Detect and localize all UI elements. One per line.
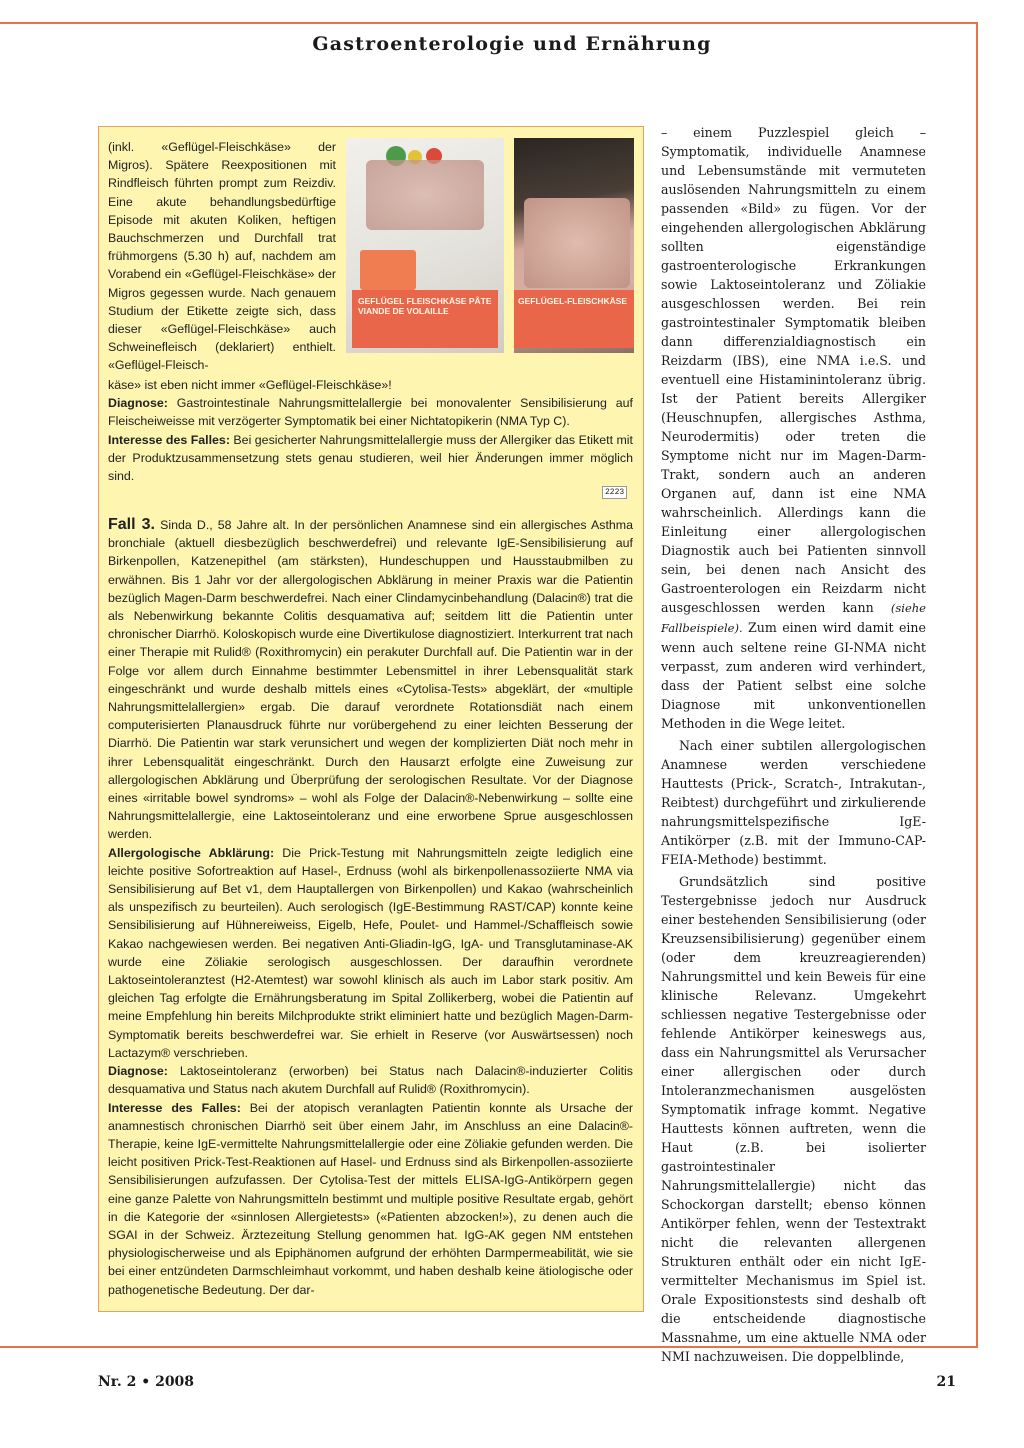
journal-section-title: Gastroenterologie und Ernährung <box>312 33 712 55</box>
case3 <box>108 516 633 1299</box>
case2-closing-line: käse» ist eben nicht immer «Geflügel-Fleischkäse»! <box>108 378 392 392</box>
case2-interesse-text: Bei gesicherter Nahrungsmittelallergie muss der Allergiker das Etikett mit der Produktzusammensetzung stets genau studieren, weil hier Änderungen immer möglich sind. <box>108 432 633 484</box>
case3-interesse-label: Interesse des Falles: <box>108 1100 241 1115</box>
article-p1-text: – einem Puzzlespiel gleich – Symptomatik, individuelle Anamnese und Lebensumstände mit vermuteten auslösenden Nahrungsmitteln zu einem passenden «Bild» zu fügen. Vor der eingehenden allergologischen Abklärung sollten eigenständige gastroenterologische Erkrankungen sowie Laktoseintoleranz und Zöliakie ausgeschlossen werden. Bei rein gastrointestinaler Symptomatik bleiben dann differenzialdiagnostisch ein Reizdarm (IBS), eine NMA i.e.S. und eventuell eine Histaminintoleranz übrig. Ist der Patient bereits Allergiker (Heuschnupfen, allergisches Asthma, Neurodermitis) oder treten die Symptome nicht nur im Magen-Darm-Trakt, sondern auch an anderen Organen auf, dann ist eine NMA wahrscheinlich. Allerdings kann die Einleitung einer allergologischen Diagnostik auch bei Patienten sinnvoll sein, bei denen nach Ansicht des Gastroenterologen ein Reizdarm nicht ausgeschlossen werden kann <box>661 125 926 615</box>
price-sticker <box>360 250 416 290</box>
product-photo-1 <box>346 138 504 353</box>
product-label <box>514 290 634 497</box>
case3-diagnose-label: Diagnose: <box>108 1064 168 1079</box>
case3-interesse-text: Bei der atopisch veranlagten Patientin konnte als Ursache der anamnestisch chronischen Diarrhö seit über einem Jahr, im Anschluss an eine Dalacin®-Therapie, keine IgE-vermittelte Nahrungsmittelallergie oder eine Zöliakie gefunden werden. Die leicht positiven Prick-Test-Reaktionen auf Hasel- und Erdnuss sind als Birkenpollen-assoziierte Sensibilisierungen aufzufassen. Der Cytolisa-Test der mittels ELISA-IgG-Antikörpern gegen eine ganze Palette von Nahrungsmitteln bestimmt und multiple positive Resultate ergab, gehört in die Kategorie der «sinnlosen Allergietests» («Patienten abzocken!»), zu denen auch die SGAI in der Schweiz. Ärztezeitung Stellung genommen hat. IgG-AK gegen NM entstehen physiologischerweise und als Epiphänomen aufgrund der erhöhten Darmpermeabilität, wie sie bei einer entzündeten Darmschleimhaut vorkommt, und haben deshalb keine ätiologische oder pathogenetische Bedeutung. Der dar- <box>108 1100 633 1297</box>
case3-abklaerung-text: Die Prick-Testung mit Nahrungsmitteln zeigte lediglich eine leichte positive Sofortreaktion auf Hasel-, Erdnuss (wohl als birkenpollenassoziierte NMA via Sensibilisierung auf Bet v1, dem Hauptallergen von Birkenpollen) und Kakao (wahrscheinlich als unspezifisch zu beurteilen). Auch serologisch (IgE-Bestimmung RAST/CAP) konnte keine Sensibilisierung auf Hühnereiweiss, Eigelb, Hefe, Poulet- und Hammel-/Schaffleisch sowie Kakao nachgewiesen werden. Bei negativen Anti-Gliadin-IgG, IgA- und Transglutaminase-AK wurde eine Zöliakie serologisch ausgeschlossen. Der daraufhin verordnete Laktoseintoleranztest (H2-Atemtest) war sowohl klinisch als auch im Labor stark positiv. Am gleichen Tag erfolgte die Ernährungsberatung im Spital Zollikerberg, wobei die Patientin auf meine Empfehlung hin bereits Milchprodukte strikt eliminiert hatte und bezüglich Magen-Darm-Symptomatik bereits beschwerdefrei war. Sie erhielt in Reserve (vor Auswärtsessen) noch Lactazym® verschrieben. <box>108 845 633 1060</box>
case2-interesse-label: Interesse des Falles: <box>108 432 230 447</box>
case3-abklaerung-label: Allergologische Abklärung: <box>108 845 275 860</box>
product-label-text: GEFLÜGEL FLEISCHKÄSE PÂTE VIANDE DE VOLAILLE <box>358 296 492 316</box>
meat-slice <box>366 160 484 230</box>
case2-diagnose-text: Gastrointestinale Nahrungsmittelallergie bei monovalenter Sensibilisierung auf Fleischeiweisse mit verzögerter Symptomatik bei einer Nichtatopikerin (NMA Typ C). <box>108 396 633 429</box>
case3-heading: Fall 3. <box>108 516 155 533</box>
case2-diagnose-label: Diagnose: <box>108 396 168 411</box>
case3-diagnose-text: Laktoseintoleranz (erworben) bei Status nach Dalacin®-induzierter Colitis desquamativa und Status nach akutem Durchfall auf Rulid® (Roxithromycin). <box>108 1064 633 1097</box>
price-tag: 2223 <box>602 486 627 499</box>
issue-number: Nr. 2 • 2008 <box>98 1374 195 1390</box>
article-paragraph-2: Nach einer subtilen allergologischen Anamnese werden verschiedene Hauttests (Prick-, Scratch-, Intrakutan-, Reibtest) durchgeführt und zirkulierende nahrungsmittelspezifische IgE-Antikörper (z.B. mit der Immuno-CAP-FEIA-Methode) bestimmt. <box>661 738 926 867</box>
product-label-text: GEFLÜGEL-FLEISCHKÄSE <box>518 296 628 306</box>
top-rule <box>0 22 978 24</box>
article-paragraph-1 <box>661 123 926 733</box>
meat-slice <box>524 198 630 288</box>
main-article-column <box>661 123 926 1366</box>
case2-continued <box>108 376 633 485</box>
article-p1-continuation: Zum einen wird damit eine wenn auch seltene reine GI-NMA nicht verpasst, zum anderen wird verhindert, dass der Patient selbst eine solche Diagnose mit unkonventionellen Methoden in die Wege leitet. <box>661 620 926 731</box>
product-photo-2 <box>514 138 634 497</box>
article-p1-reference: (siehe Fallbeispiele). <box>661 601 926 635</box>
page-number: 21 <box>936 1374 956 1390</box>
right-rule <box>976 22 978 1348</box>
case2-wrapped-text: (inkl. «Geflügel-Fleischkäse» der Migros). Spätere Reexpositionen mit Rindfleisch führten prompt zum Reizdiv. Eine akute behandlungsbedürftige Episode mit akuten Koliken, heftigen Bauchschmerzen und Durchfall trat frühmorgens (5.30 h) auf, nachdem am Vorabend ein «Geflügel-Fleischkäse» der Migros gegessen wurde. Nach genauem Studium der Etikette zeigte sich, dass dieser «Geflügel-Fleischkäse» auch Schweinefleisch (deklariert) enthielt. «Geflügel-Fleisch- <box>108 140 336 373</box>
case3-intro: Sinda D., 58 Jahre alt. In der persönlichen Anamnese sind ein allergisches Asthma bronchiale (aktuell diesbezüglich beschwerdefrei) und relevante IgE-Sensibilisierung auf Birkenpollen, Katzenepithel (am stärksten), Hundeschuppen und Hausstaubmilben zu erwähnen. Bis 1 Jahr vor der allergologischen Abklärung in meiner Praxis war die Patientin bezüglich Magen-Darm beschwerdefrei. Nach einer Clindamycinbehandlung (Dalacin®) trat die als Nebenwirkung bekannte Colitis desquamativa auf; seitdem litt die Patientin unter chronischer Diarrhö. Koloskopisch wurde eine Divertikulose diagnostiziert. Interkurrent trat nach einer Therapie mit Rulid® (Roxithromycin) ein perakuter Durchfall auf. Die Patientin war in der Folge vor allem durch Einnahme bestimmter Lebensmittel in ihrer Lebensqualität stark eingeschränkt und wurde deshalb mittels eines «Cytolisa-Tests» abgeklärt, der «multiple Nahrungsmittelallergien» ergab. Die darauf verordnete Rotationsdiät nach einem computerisierten Planausdruck führte nur vorübergehend zu einer leichten Besserung der Diarrhö. Die Patientin war stark verunsichert und wegen der komplizierten Diät noch mehr in ihrer Lebensqualität eingeschränkt. Durch den Hausarzt erfolgte eine Zuweisung zur allergologischen Abklärung und Überprüfung der serologischen Resultate. Vor der Diagnose eines «irritable bowel syndroms» – wohl als Folge der Dalacin®-Nebenwirkung – sollte eine Nahrungsmittelallergie, eine Laktoseintoleranz und eine erworbene Sprue ausgeschlossen werden. <box>108 518 633 842</box>
article-paragraph-3: Grundsätzlich sind positive Testergebnisse jedoch nur Ausdruck einer bestehenden Sensibilisierung (oder Kreuzsensibilisierung) gegenüber einem (oder dem kreuzreagierenden) Nahrungsmittel und kein Beweis für eine klinische Relevanz. Umgekehrt schliessen negative Testergebnisse oder fehlende Antikörper keineswegs aus, dass ein Nahrungsmittel als Verursacher einer allergischen oder durch Intoleranzmechanismen ausgelösten Symptomatik infrage kommt. Negative Hauttests können auftreten, wenn die Haut (z.B. bei isolierter gastrointestinaler Nahrungsmittelallergie) nicht das Schockorgan darstellt; ebenso können Antikörper fehlen, wenn der Testextrakt nicht die relevanten allergenen Strukturen enthält oder ein nicht IgE-vermittelter Mechanismus im Spiel ist. Orale Expositionstests sind deshalb oft die entscheidende diagnostische Massnahme, um eine aktuelle NMA oder NMI nachzuweisen. Die doppelblinde, <box>661 874 926 1364</box>
product-label <box>352 290 498 348</box>
